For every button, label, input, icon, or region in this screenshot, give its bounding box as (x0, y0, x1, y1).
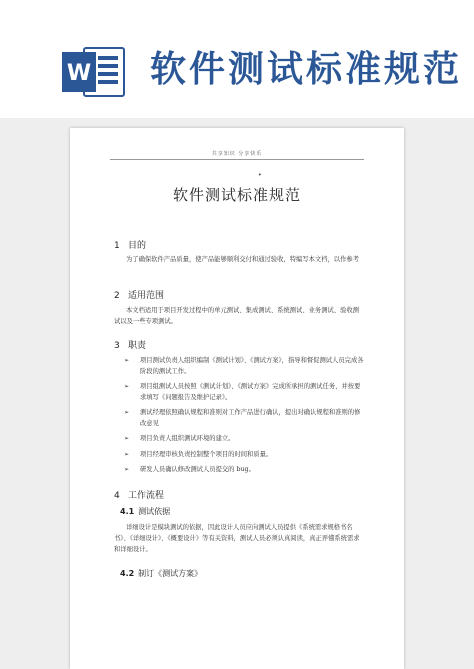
document-page[interactable] (70, 128, 404, 669)
word-logo-letter: W (66, 61, 92, 86)
subsection-heading-4-1: 4.1 测试依据 (120, 507, 171, 516)
list-item: ➢ 项目组测试人员按照《测试计划》、《测试方案》完成所承担的测试任务，并按要求填写《问题报告及维护记录》。 (124, 383, 361, 401)
arrow-bullet-icon: ➢ (124, 357, 130, 364)
arrow-bullet-icon: ➢ (124, 383, 130, 390)
section-heading-4: 4 工作流程 (114, 491, 165, 501)
arrow-bullet-icon: ➢ (124, 409, 130, 416)
arrow-bullet-icon: ➢ (124, 435, 130, 442)
subsection-heading-4-2: 4.2 制订《测试方案》 (120, 569, 203, 578)
section-text-1: 为了确保软件产品质量，使产品能够顺利交付和通过验收，特编写本文档，以作参考 (126, 256, 359, 263)
list-item: ➢ 测试经理依照确认规程和准则对工作产品进行确认，提出对确认规程和准则的修改意见 (124, 409, 361, 427)
arrow-bullet-icon: ➢ (124, 466, 130, 473)
subsection-text-4-1: 详细设计是模块测试的依据，因此设计人员应向测试人员提供《系统需求规格书名书》、《详细设计》、《概要设计》等有关资料，测试人员必须认真阅读，真正弄懂系统需求和详细设计。 (114, 524, 360, 553)
header-divider (110, 159, 364, 160)
section-text-2: 本文档适用于项目开发过程中的单元测试、集成测试、系统测试、业务测试、验收测试以及一些专项测试。 (114, 307, 359, 325)
section-heading-2: 2 适用范围 (114, 291, 165, 301)
duties-list (124, 356, 366, 481)
arrow-bullet-icon: ➢ (124, 450, 130, 458)
bullet-dot: • (258, 172, 262, 179)
section-heading-3: 3 职责 (114, 341, 147, 351)
page-header: 共享知识 分享快乐 (211, 151, 263, 157)
list-item: ➢ 研发人员确认修改测试人员提交的 bug。 (124, 465, 366, 476)
list-item: ➢ 项目经理审核负责控制整个项目的时间和质量。 (124, 450, 366, 461)
banner-title: 软件测试标准规范 (150, 49, 463, 90)
list-item: ➢ 项目负责人组织测试环境的建立。 (124, 434, 366, 445)
banner (0, 0, 474, 120)
word-icon (62, 42, 126, 102)
section-heading-1: 1 目的 (114, 241, 147, 251)
document-title: 软件测试标准规范 (172, 186, 301, 204)
list-item: ➢ 项目测试负责人组织编制《测试计划》、《测试方案》，指导和督促测试人员完成各阶段的测试工作。 (124, 357, 364, 375)
